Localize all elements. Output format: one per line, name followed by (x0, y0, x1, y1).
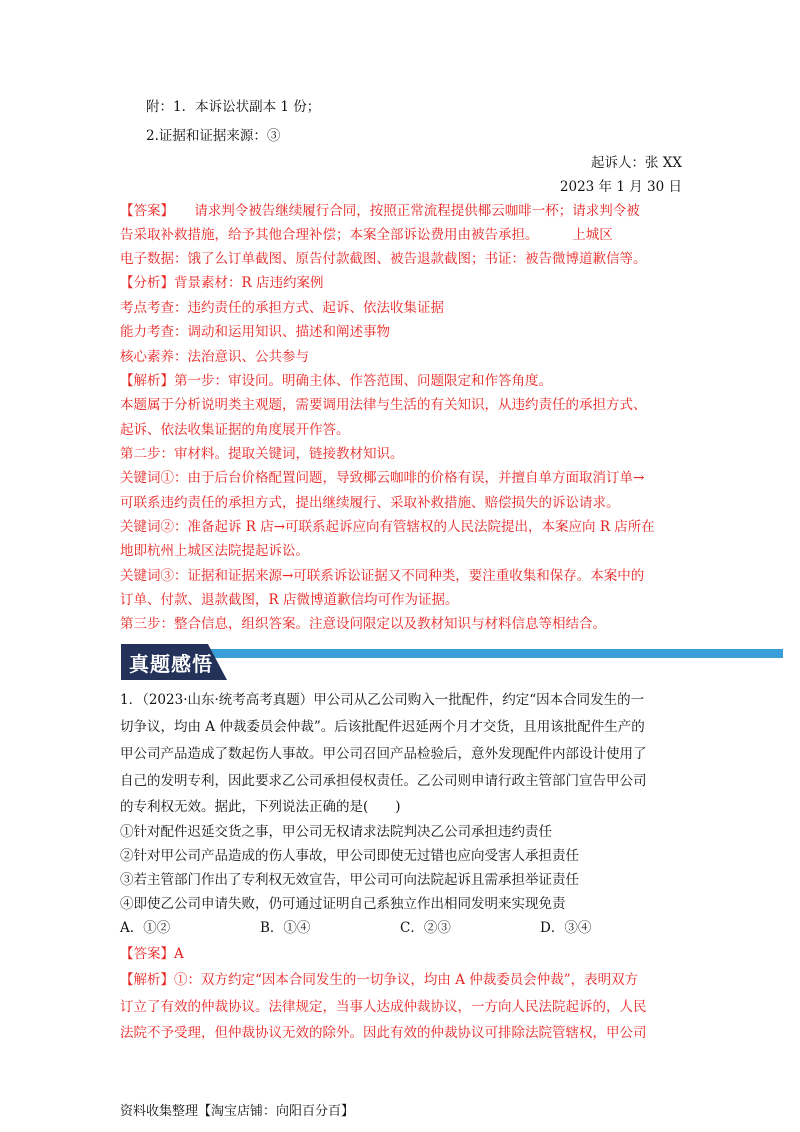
question-line: 的专利权无效。据此，下列说法正确的是( ) (120, 799, 401, 815)
q-explanation-line: 法院不予受理，但仲裁协议无效的除外。因此有效的仲裁协议可排除法院管辖权，甲公司 (120, 1025, 647, 1041)
question-line: 切争议，均由 A 仲裁委员会仲裁”。后该批配件迟延两个月才交货，且用该批配件生产的 (120, 719, 645, 735)
explanation-line: 关键词③：证据和证据来源→可联系诉讼证据又不同种类，要注重收集和保存。本案中的 (120, 568, 645, 584)
signature-date: 2023 年 1 月 30 日 (559, 179, 682, 195)
answer-line: 告采取补救措施，给予其他合理补偿；本案全部诉讼费用由被告承担。 上城区 (120, 227, 613, 243)
explanation-line: 关键词②：准备起诉 R 店→可联系起诉应向有管辖权的人民法院提出，本案应向 R 店所在 (120, 519, 655, 535)
q-explanation-line: 【解析】①：双方约定“因本合同发生的一切争议，均由 A 仲裁委员会仲裁”，表明双方 (120, 972, 639, 988)
explanation-line: 订单、付款、退款截图，R 店微博道歉信均可作为证据。 (120, 592, 459, 608)
option-a: A．①② (120, 920, 171, 936)
answer-line: 电子数据：饿了么订单截图、原告付款截图、被告退款截图；书证：被告微博道歉信等。 (120, 251, 647, 267)
option-b: B．①④ (260, 920, 311, 936)
page-footer: 资料收集整理【淘宝店铺：向阳百分百】 (120, 1104, 355, 1119)
appendix-line-1: 附：1．本诉讼状副本 1 份； (146, 99, 321, 115)
explanation-line: 可联系违约责任的承担方式，提出继续履行、采取补救措施、赔偿损失的诉讼请求。 (120, 495, 620, 511)
analysis-line: 【分析】背景素材：R 店违约案例 (120, 275, 324, 291)
question-line: 自己的发明专利，因此要求乙公司承担侵权责任。乙公司则申请行政主管部门宣告甲公司 (120, 773, 647, 789)
question-answer: 【答案】A (120, 946, 184, 962)
statement-item: ③若主管部门作出了专利权无效宣告，甲公司可向法院起诉且需承担举证责任 (120, 872, 579, 888)
statement-item: ④即使乙公司申请失败，仍可通过证明自己系独立作出相同发明来实现免责 (120, 896, 566, 912)
explanation-line: 第二步：审材料。提取关键词，链接教材知识。 (120, 446, 404, 462)
banner-stripe (121, 649, 783, 658)
option-d: D．③④ (540, 920, 592, 936)
statement-item: ①针对配件迟延交货之事，甲公司无权请求法院判决乙公司承担违约责任 (120, 824, 552, 840)
banner-title: 真题感悟 (129, 652, 213, 676)
explanation-line: 地即杭州上城区法院提起诉讼。 (120, 543, 309, 559)
plaintiff-signature: 起诉人：张 XX (590, 155, 682, 171)
analysis-line: 能力考查：调动和运用知识、描述和阐述事物 (120, 324, 390, 340)
option-c: C．②③ (400, 920, 451, 936)
explanation-line: 起诉、依法收集证据的角度展开作答。 (120, 422, 350, 438)
section-banner (121, 644, 783, 680)
analysis-line: 考点考查：违约责任的承担方式、起诉、依法收集证据 (120, 300, 444, 316)
explanation-line: 本题属于分析说明类主观题，需要调用法律与生活的有关知识，从违约责任的承担方式、 (120, 397, 647, 413)
q-explanation-line: 订立了有效的仲裁协议。法律规定，当事人达成仲裁协议，一方向人民法院起诉的，人民 (120, 999, 647, 1015)
explanation-line: 关键词①：由于后台价格配置问题，导致椰云咖啡的价格有误，并擅自单方面取消订单→ (120, 470, 645, 486)
appendix-line-2: 2.证据和证据来源：③ (146, 128, 281, 144)
statement-item: ②针对甲公司产品造成的伤人事故，甲公司即使无过错也应向受害人承担责任 (120, 848, 579, 864)
explanation-line: 第三步：整合信息，组织答案。注意设问限定以及教材知识与材料信息等相结合。 (120, 616, 606, 632)
analysis-line: 核心素养：法治意识、公共参与 (120, 349, 309, 365)
answer-line: 【答案】 请求判令被告继续履行合同，按照正常流程提供椰云咖啡一杯；请求判令被 (120, 203, 640, 219)
question-line: 甲公司产品造成了数起伤人事故。甲公司召回产品检验后，意外发现配件内部设计使用了 (120, 746, 647, 762)
question-line: 1．（2023·山东·统考高考真题）甲公司从乙公司购入一批配件，约定“因本合同发生的一 (120, 692, 645, 708)
explanation-line: 【解析】第一步：审设问。明确主体、作答范围、问题限定和作答角度。 (120, 373, 552, 389)
